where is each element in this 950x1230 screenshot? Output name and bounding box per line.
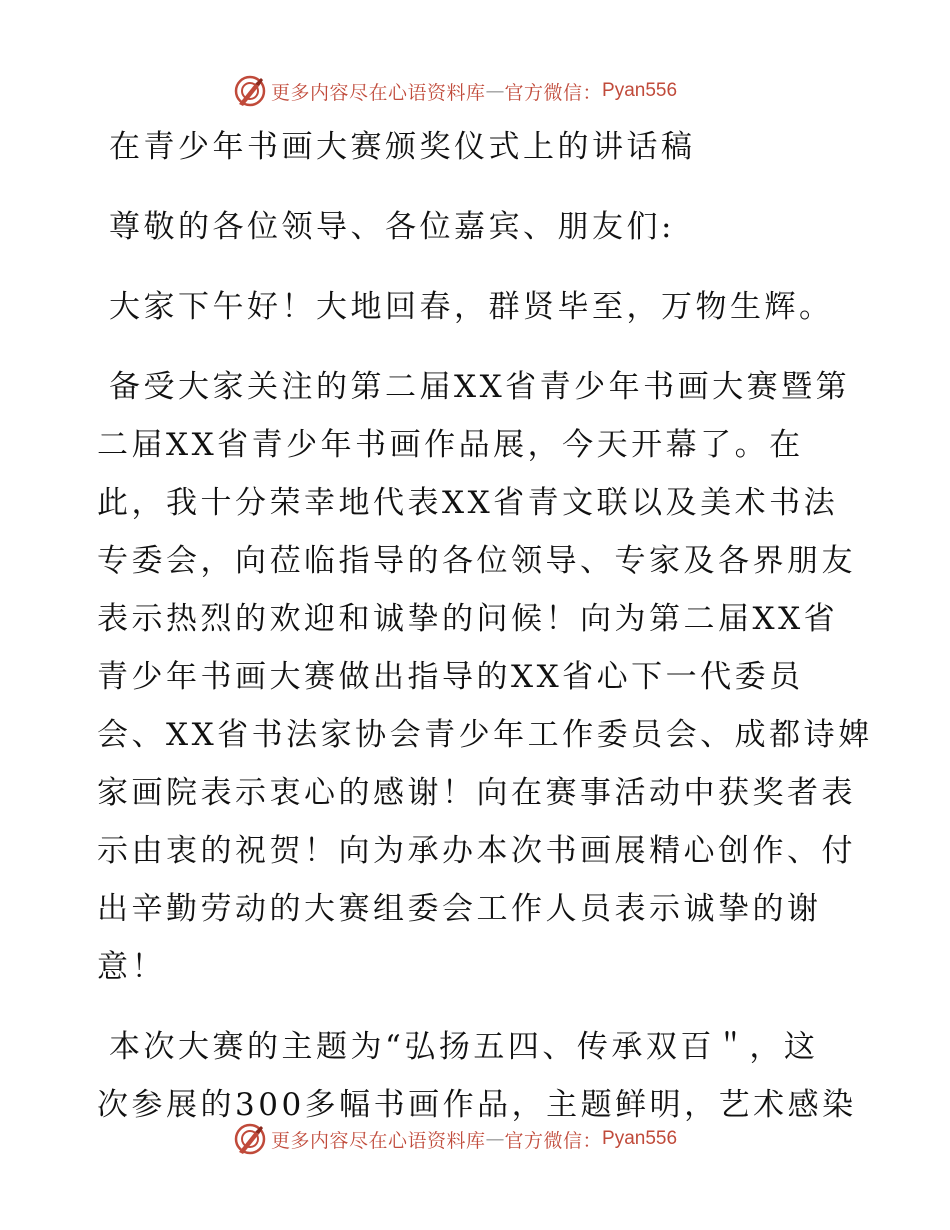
paragraph-line: 青少年书画大赛做出指导的XX省心下一代委员 (97, 659, 804, 695)
watermark-separator: — (485, 1128, 505, 1150)
paragraph-1 (97, 358, 873, 996)
watermark-official-label: 官方微信： (504, 1129, 603, 1152)
paragraph-line: 次参展的300多幅书画作品，主题鲜明，艺术感染 (97, 1087, 857, 1123)
paragraph-line: 家画院表示衷心的感谢！向在赛事活动中获奖者表 (97, 775, 856, 811)
brush-logo-icon (233, 74, 267, 108)
header-watermark (233, 72, 677, 110)
paragraph-2 (97, 1018, 862, 1134)
footer-watermark (233, 1120, 677, 1158)
paragraph-line: 示由衷的祝贺！向为承办本次书画展精心创作、付 (97, 833, 856, 869)
paragraph-line: 专委会，向莅临指导的各位领导、专家及各界朋友 (97, 543, 856, 579)
paragraph-line: 备受大家关注的第二届XX省青少年书画大赛暨第 (109, 369, 851, 405)
paragraph-line: 此，我十分荣幸地代表XX省青文联以及美术书法 (97, 485, 839, 521)
paragraph-line: 意！ (97, 949, 166, 985)
watermark-text: 更多内容尽在心语资料库 (271, 1129, 486, 1152)
paragraph-line: 表示热烈的欢迎和诚挚的问候！向为第二届XX省 (97, 601, 839, 637)
paragraph-line: 二届XX省青少年书画作品展，今天开幕了。在 (97, 427, 804, 463)
watermark-official-label: 官方微信： (504, 81, 603, 104)
watermark-wechat-id: Pyan556 (602, 1128, 678, 1149)
salutation: 尊敬的各位领导、各位嘉宾、朋友们: (109, 209, 675, 245)
watermark-wechat-id: Pyan556 (602, 80, 678, 101)
watermark-text: 更多内容尽在心语资料库 (271, 81, 486, 104)
paragraph-line: 本次大赛的主题为“弘扬五四、传承双百＂，这 (109, 1029, 819, 1065)
paragraph-line: 会、XX省书法家协会青少年工作委员会、成都诗婢 (97, 717, 873, 753)
watermark-separator: — (485, 80, 505, 102)
paragraph-line: 出辛勤劳动的大赛组委会工作人员表示诚挚的谢 (97, 891, 822, 927)
document-body (97, 118, 873, 1134)
brush-logo-icon (233, 1122, 267, 1156)
greeting: 大家下午好！大地回春，群贤毕至，万物生辉。 (109, 289, 834, 325)
document-title: 在青少年书画大赛颁奖仪式上的讲话稿 (109, 129, 696, 165)
